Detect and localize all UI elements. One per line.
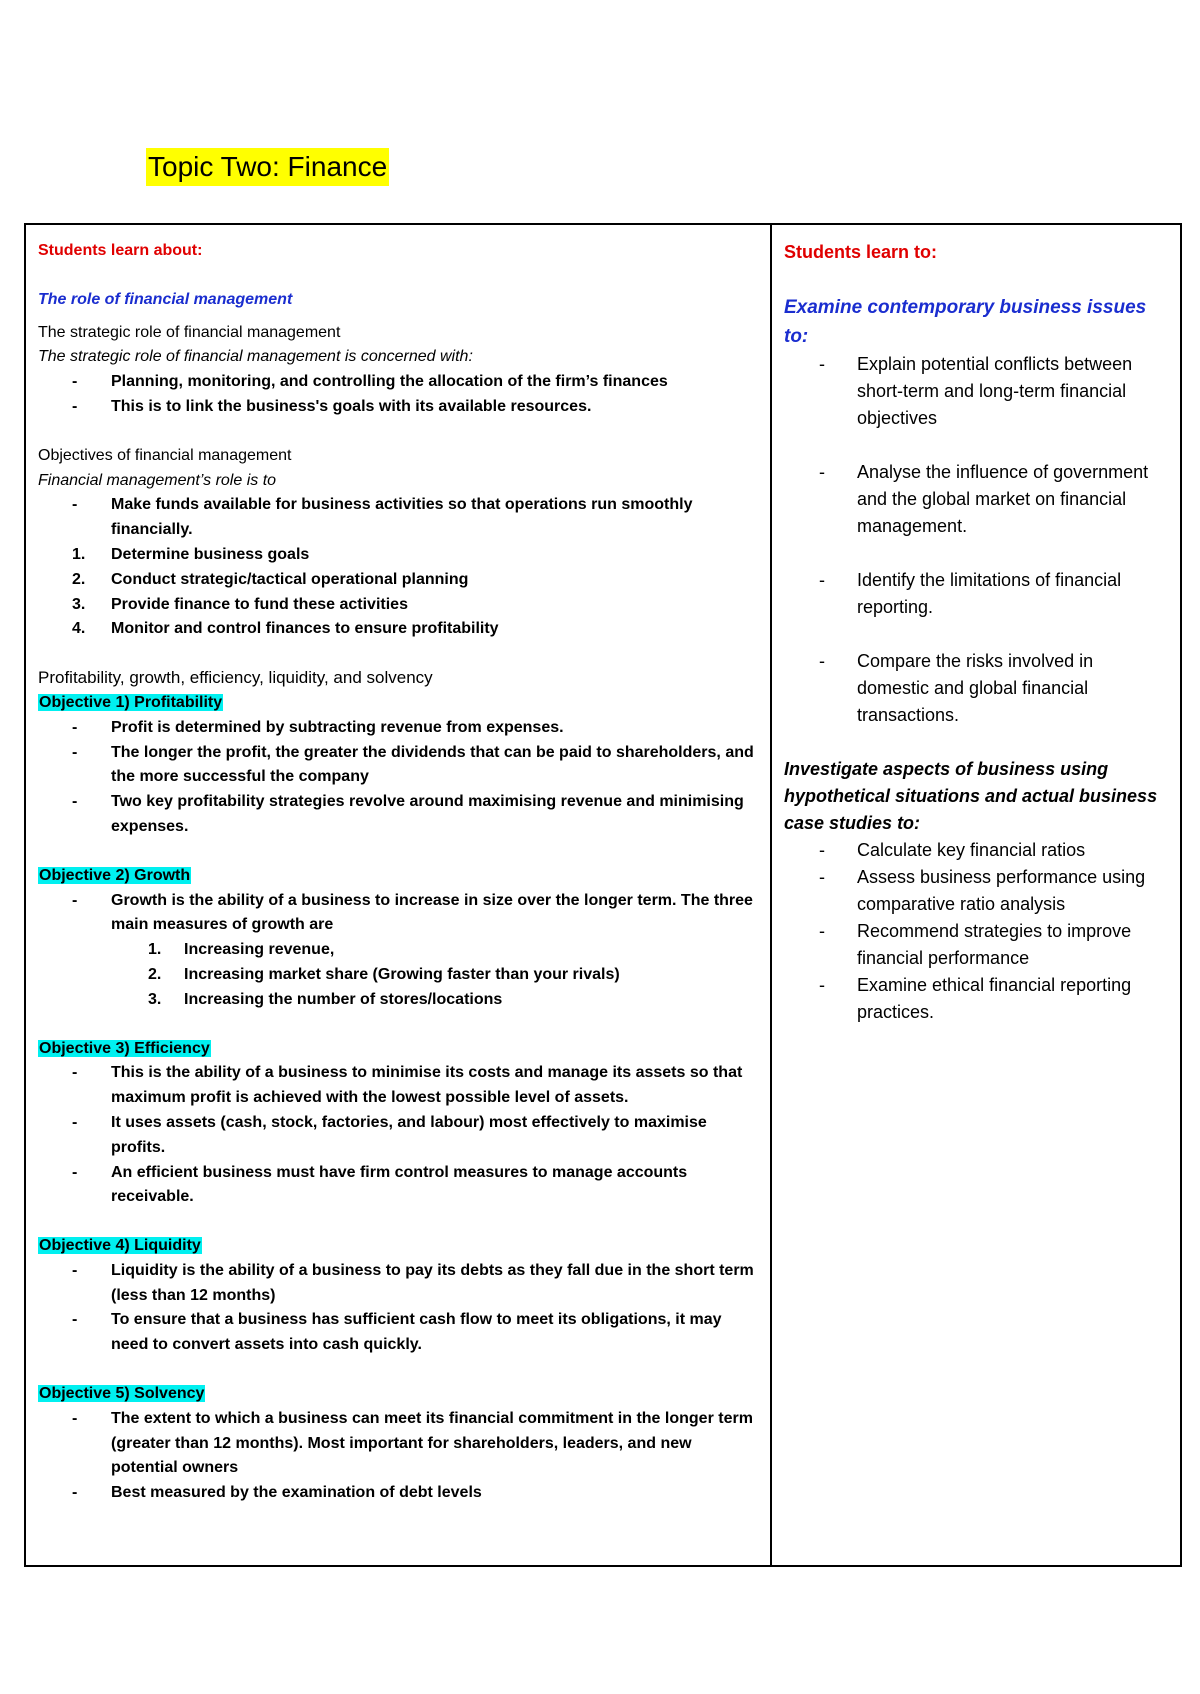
page-title: Topic Two: Finance [146,148,389,186]
list-item: - Make funds available for business activities so that operations run smoothly financially. [38,493,758,543]
objectives-list [38,493,758,543]
objective-2-list [38,889,758,939]
list-item: - An efficient business must have firm control measures to manage accounts receivable. [38,1161,758,1211]
list-item: - Best measured by the examination of debt levels [38,1481,758,1506]
list-item: - Planning, monitoring, and controlling the allocation of the firm’s finances [38,370,758,395]
list-item: - Identify the limitations of financial reporting. [784,567,1168,621]
list-item: 2. Conduct strategic/tactical operational planning [72,570,469,588]
strategic-intro: The strategic role of financial management is concerned with: [38,348,473,366]
list-item: 3. Provide finance to fund these activities [72,595,408,613]
objective-3-list [38,1061,758,1210]
list-item: - Compare the risks involved in domestic and global financial transactions. [784,648,1168,729]
strategic-title: The strategic role of financial management [38,323,341,341]
list-item: - It uses assets (cash, stock, factories, and labour) most effectively to maximise profits. [38,1111,758,1161]
strategic-list [38,370,758,420]
list-item: - Explain potential conflicts between short-term and long-term financial objectives [784,351,1168,432]
objectives-title: Objectives of financial management [38,446,292,464]
list-item: - Two key profitability strategies revolve around maximising revenue and minimising expenses. [38,790,758,840]
list-item: - The longer the profit, the greater the dividends that can be paid to shareholders, and the more successful the company [38,741,758,791]
list-item: 4. Monitor and control finances to ensure profitability [72,620,499,638]
list-item: - Liquidity is the ability of a business to pay its debts as they fall due in the short term (less than 12 months) [38,1259,758,1309]
syllabus-table [24,223,1182,1567]
list-item: 3. Increasing the number of stores/locations [148,990,503,1008]
objective-3-label: Objective 3) Efficiency [39,1039,210,1057]
objective-4-list [38,1259,758,1358]
learn-about-column [25,224,771,1566]
objective-1-label: Objective 1) Profitability [39,693,223,711]
examine-list [784,351,1168,729]
list-item: - Examine ethical financial reporting practices. [784,972,1168,1026]
list-item: - Assess business performance using comparative ratio analysis [784,864,1168,918]
learn-about-label: Students learn about: [38,242,203,259]
list-item: - To ensure that a business has sufficient cash flow to meet its obligations, it may need to convert assets into cash quickly. [38,1308,758,1358]
objectives-intro: Financial management’s role is to [38,471,277,489]
objectives-steps [38,543,758,642]
objective-1-list [38,716,758,840]
examine-heading: Examine contemporary business issues to: [784,297,1147,347]
growth-measures [38,938,758,1012]
role-heading: The role of financial management [38,290,293,308]
objective-5-list [38,1407,758,1506]
list-item: - Recommend strategies to improve financial performance [784,918,1168,972]
learn-to-column [771,224,1181,1566]
list-item: - Analyse the influence of government and the global market on financial management. [784,459,1168,540]
list-item: 1. Increasing revenue, [148,941,335,959]
investigate-heading: Investigate aspects of business using hypothetical situations and actual business case studies to: [784,759,1158,833]
list-item: - Profit is determined by subtracting revenue from expenses. [38,716,758,741]
list-item: - Calculate key financial ratios [784,837,1168,864]
learn-to-label: Students learn to: [784,242,938,262]
pgels-title: Profitability, growth, efficiency, liquidity, and solvency [38,668,433,688]
list-item: 2. Increasing market share (Growing faster than your rivals) [148,965,620,983]
objective-2-label: Objective 2) Growth [39,866,191,884]
objective-4-label: Objective 4) Liquidity [39,1237,201,1255]
list-item: 1. Determine business goals [72,545,310,563]
list-item: - The extent to which a business can meet its financial commitment in the longer term (greater than 12 months). Most important for shareholders, leaders, and new potential owners [38,1407,758,1481]
list-item: - Growth is the ability of a business to increase in size over the longer term. The three main measures of growth are [38,889,758,939]
list-item: - This is the ability of a business to minimise its costs and manage its assets so that maximum profit is achieved with the lowest possible level of assets. [38,1061,758,1111]
investigate-list [784,837,1168,1026]
list-item: - This is to link the business's goals with its available resources. [38,395,758,420]
objective-5-label: Objective 5) Solvency [39,1385,205,1403]
